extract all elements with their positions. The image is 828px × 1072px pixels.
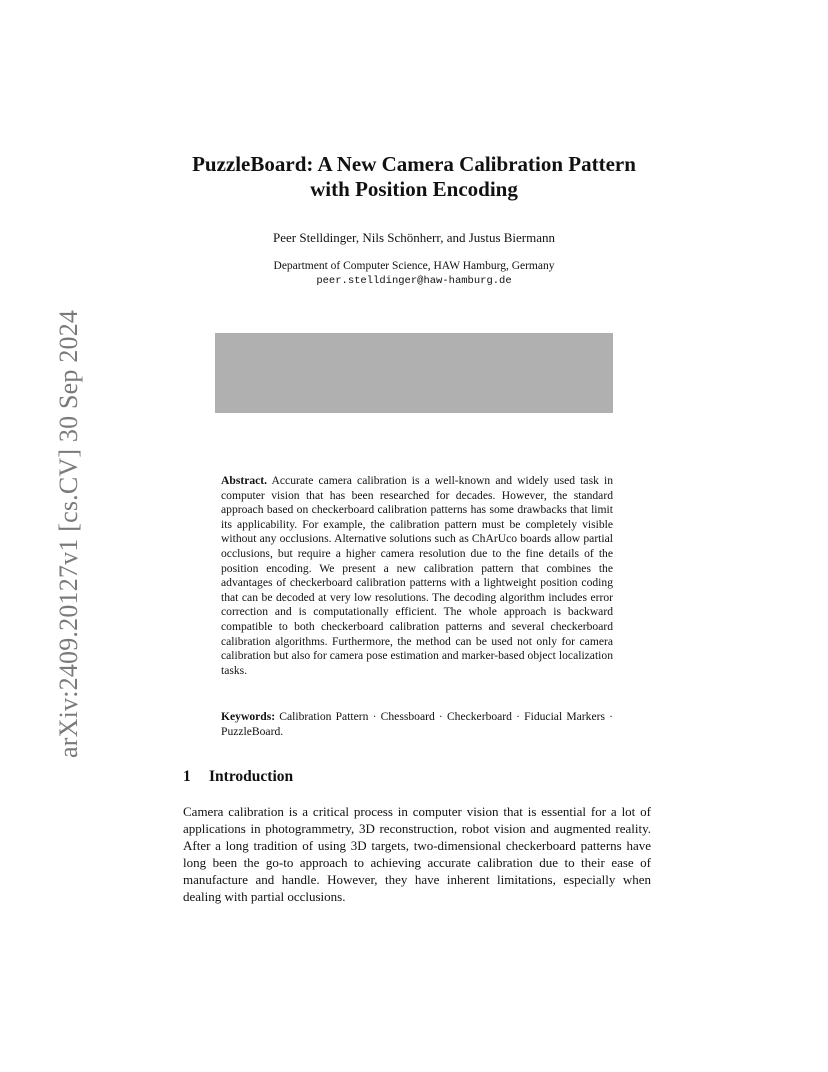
- keywords-text: Calibration Pattern · Chessboard · Checkerboard · Fiducial Markers · PuzzleBoard.: [221, 710, 613, 738]
- author-list: Peer Stelldinger, Nils Schönherr, and Justus Biermann: [272, 230, 556, 245]
- puzzle-knob: [164, 446, 197, 454]
- puzzle-knob: [247, 458, 283, 468]
- affiliation: Department of Computer Science, HAW Hamburg, Germany: [273, 260, 555, 272]
- checker-cell: [425, 419, 509, 427]
- checker-cell: [105, 447, 230, 460]
- arxiv-sidebar: [18, 288, 83, 758]
- puzzle-knob: [651, 537, 709, 554]
- puzzle-knob: [369, 426, 397, 432]
- puzzle-knob: [142, 545, 200, 572]
- title-line-1: PuzzleBoard: A New Camera Calibration Pattern: [192, 152, 636, 176]
- abstract: [221, 474, 613, 678]
- abstract-label: Abstract.: [221, 474, 268, 487]
- section-heading: [183, 768, 293, 786]
- puzzle-knob: [653, 443, 686, 449]
- checker-cell: [581, 419, 676, 427]
- puzzle-knob: [451, 418, 478, 423]
- puzzle-knob: [184, 433, 215, 438]
- keywords: [221, 710, 613, 739]
- introduction-paragraph: Camera calibration is a critical process in computer vision that is essential for a lot of applications in photogrammetry, 3D reconstruction, robot vision and augmented reality. After a long tradition of using 3D targets, two-dimensional checkerboard patterns have long been the go-to approach to achieving accurate calibration due to their ease of manufacture and handle. However, they have inherent limitations, especially when dealing with partial occlusions.: [183, 804, 651, 905]
- checker-cell: [509, 427, 606, 436]
- checker-cell: [258, 419, 347, 427]
- section-number: 1: [183, 768, 191, 785]
- puzzle-knob: [274, 435, 305, 442]
- abstract-text: Accurate camera calibration is a well-known and widely used task in computer vision that has been researched for decades. However, the standard approach based on checkerboard calibration patterns has some drawbacks that limit its applicability. For example, the calibration pattern must be completely visible without any occlusions. Alternative solutions such as ChArUco boards allow partial occlusions, but require a higher camera resolution due to the fine details of the position encoding. We present a new calibration pattern that combines the advantages of checkerboard calibration patterns with a lightweight position coding that can be decoded at very low resolutions. The decoding algorithm includes error correction and is computationally efficient. The whole approach is backward compatible to both checkerboard calibration patterns and several checkerboard calibration algorithms. Furthermore, the method can be used not only for camera calibration but also for camera pose estimation and marker-based object localization tasks.: [221, 474, 614, 677]
- author-email: peer.stelldinger@haw-hamburg.de: [316, 275, 512, 287]
- checker-cell: [335, 427, 425, 436]
- puzzle-knob: [455, 435, 486, 442]
- keywords-label: Keywords:: [221, 710, 276, 723]
- checker-cell: [523, 447, 639, 460]
- section-title: Introduction: [209, 768, 294, 785]
- affiliation-block: [0, 259, 828, 289]
- puzzle-knob: [285, 424, 313, 429]
- puzzle-knob: [620, 424, 648, 429]
- puzzle-knob: [744, 627, 826, 660]
- puzzle-knob: [536, 426, 564, 432]
- checker-cell: [155, 427, 258, 436]
- checker-cell: [425, 437, 523, 448]
- paper-title: [0, 152, 828, 202]
- checker-cell: [229, 437, 334, 448]
- puzzle-knob: [567, 455, 603, 462]
- puzzle-knob: [545, 433, 576, 438]
- checker-cell: [318, 447, 425, 460]
- puzzle-knob: [353, 455, 389, 462]
- puzzle-knob: [360, 446, 393, 454]
- checker-cell: [624, 592, 828, 651]
- puzzle-knob: [457, 443, 490, 449]
- arxiv-identifier: arXiv:2409.20127v1 [cs.CV] 30 Sep 2024: [54, 309, 83, 758]
- puzzle-knob: [607, 418, 634, 423]
- title-line-2: with Position Encoding: [310, 177, 518, 201]
- puzzleboard-figure: [215, 333, 613, 413]
- checker-cell: [605, 437, 718, 448]
- puzzleboard-perspective-image: [215, 333, 613, 413]
- puzzle-knob: [622, 515, 672, 535]
